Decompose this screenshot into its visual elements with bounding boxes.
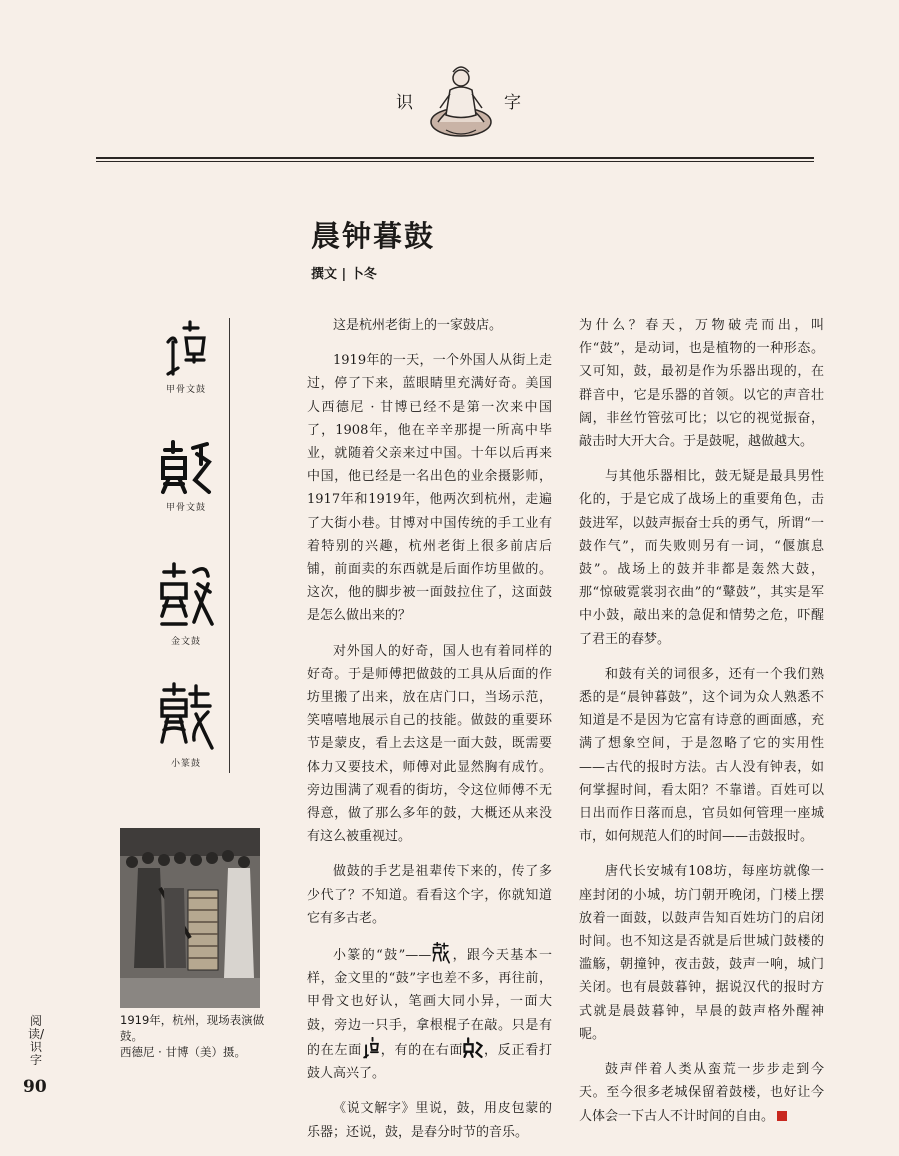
text-run: ，反正看打鼓人高兴了。: [307, 1042, 552, 1082]
text-run: ，跟今天基本一样，金文里的“鼓”字也差不多，再往前，甲骨文也好认，笔画大同小异，一面大鼓，旁边一只手，拿根棍子在敲。只是有的在左面: [307, 948, 552, 1058]
glyph-caption: 金文鼓: [170, 637, 201, 647]
paragraph: 做鼓的手艺是祖辈传下来的，传了多少代了？不知道。看看这个字，你就知道它有多古老。: [307, 864, 552, 926]
glyph-column-rule: [229, 318, 230, 773]
photo-caption-line2: 西德尼 · 甘博（美）摄。: [120, 1045, 246, 1059]
paragraph: 唐代长安城有108坊，每座坊就像一座封闭的小城，坊门朝开晚闭，门楼上摆放着一面鼓，以鼓声告知百姓坊门的启闭时间。也不知这是否就是后世城门鼓楼的滥觞，朝撞钟，夜击鼓，鼓声一响，城门关闭。也有晨鼓暮钟，据说汉代的报时方式就是晨鼓暮钟，早晨的鼓声格外醒神呢。: [579, 864, 824, 1042]
article-byline: 撰文 | 卜冬: [311, 267, 377, 282]
text-run: 小篆的“鼓”——: [333, 948, 432, 964]
paragraph: 1919年的一天，一个外国人从街上走过，停了下来，蓝眼睛里充满好奇。美国人西德尼 · 甘博已经不是第一次来中国了，1908年，他在辛辛那提一所高中毕业，就随着父亲来过中国。十年以后再来中国，他已经是一名出色的业余摄影师，1917年和1919年，他两次到杭州，走遍了大街小巷。甘博对中国传统的手工业有着特别的兴趣，杭州老街上很多前店后铺，前面卖的东西就是后面作坊里做的。这次，他的脚步被一面鼓拉住了，这面鼓是怎么做出来的？: [307, 353, 552, 624]
header-left-char: 识: [396, 93, 413, 113]
bronze-gu-glyph-icon: [158, 562, 214, 630]
section-header: [0, 60, 899, 150]
section-vertical-label: 阅读/识字: [27, 1014, 45, 1067]
page-number: 90: [23, 1077, 47, 1097]
end-of-article-mark-icon: [777, 1111, 787, 1121]
paragraph: 对外国人的好奇，国人也有着同样的好奇。于是师傅把做鼓的工具从后面的作坊里搬了出来，放在店门口，当场示范，笑嘻嘻地展示自己的技能。做鼓的重要环节是蒙皮，看上去这是一面大鼓，既需要体力又要技术，师傅对此显然胸有成竹。旁边围满了观看的街坊，令这位师傅不无得意，做了那么多年的鼓，大概还从来没有这么被重视过。: [307, 643, 552, 845]
oracle-gu-right-inline-glyph-icon: [463, 1037, 483, 1059]
glyph-caption: 甲骨文鼓: [165, 385, 206, 395]
photo-caption-line1: 1919年，杭州，现场表演做鼓。: [120, 1013, 265, 1043]
glyph-item-seal: [143, 682, 229, 769]
body-column-1: [307, 314, 552, 1156]
paragraph-final: [579, 1058, 824, 1128]
glyph-evolution-column: [143, 318, 232, 773]
header-rule-thin: [96, 161, 814, 162]
paragraph: 和鼓有关的词很多，还有一个我们熟悉的是“晨钟暮鼓”，这个词为众人熟悉不知道是不是因为它富有诗意的画面感，充满了想象空间，于是忽略了它的实用性——古代的报时方法。古人没有钟表，如何掌握时间，看太阳？不靠谱。百姓可以日出而作日落而息，官员如何管理一座城市，如何规范人们的时间——击鼓报时。: [579, 666, 824, 845]
seal-gu-inline-glyph-icon: [431, 942, 451, 964]
historic-drum-making-photo: [120, 828, 260, 1008]
text-run: ，有的在右面: [380, 1042, 464, 1058]
header-rule-thick: [96, 157, 814, 159]
body-column-2: [579, 314, 824, 1140]
paragraph: 《说文解字》里说，鼓，用皮包蒙的乐器；还说，鼓，是春分时节的音乐。: [307, 1101, 552, 1140]
glyph-item-oracle-1: [143, 320, 229, 395]
glyph-caption: 甲骨文鼓: [165, 503, 206, 513]
oracle-bone-gu-glyph-icon: [159, 440, 213, 496]
seal-gu-glyph-icon: [158, 682, 214, 752]
article-title: 晨钟暮鼓: [311, 219, 436, 253]
oracle-gu-inline-glyph-icon: [362, 1037, 380, 1059]
seated-figure-emblem-icon: [426, 60, 496, 140]
glyph-caption: 小篆鼓: [170, 759, 201, 769]
paragraph-inline-glyphs: [307, 942, 552, 1085]
paragraph: 为什么？春天，万物破壳而出，叫作“鼓”，是动词，也是植物的一种形态。又可知，鼓，最初是作为乐器出现的，在群音中，它是乐器的首领。以它的声音壮阔，非丝竹管弦可比；以它的视觉振奋，敲击时大开大合。于是鼓呢，越做越大。: [579, 318, 824, 450]
oracle-bone-gu-glyph-icon: [164, 320, 208, 378]
text-run: 鼓声伴着人类从蛮荒一步步走到今天。至今很多老城保留着鼓楼，也好让今人体会一下古人不计时间的自由。: [579, 1062, 824, 1124]
paragraph: 这是杭州老街上的一家鼓店。: [333, 318, 503, 333]
photo-caption: [120, 1012, 280, 1060]
glyph-item-bronze: [143, 562, 229, 647]
paragraph: 与其他乐器相比，鼓无疑是最具男性化的，于是它成了战场上的重要角色，击鼓进军，以鼓声振奋士兵的勇气，所谓“一鼓作气”，而失败则另有一词，“偃旗息鼓”。战场上的鼓并非都是轰然大鼓，那“惊破霓裳羽衣曲”的“鼙鼓”，其实是军中小鼓，敲出来的急促和情势之危，吓醒了君王的春梦。: [579, 469, 824, 647]
header-right-char: 字: [504, 93, 521, 113]
glyph-item-oracle-2: [143, 440, 229, 513]
